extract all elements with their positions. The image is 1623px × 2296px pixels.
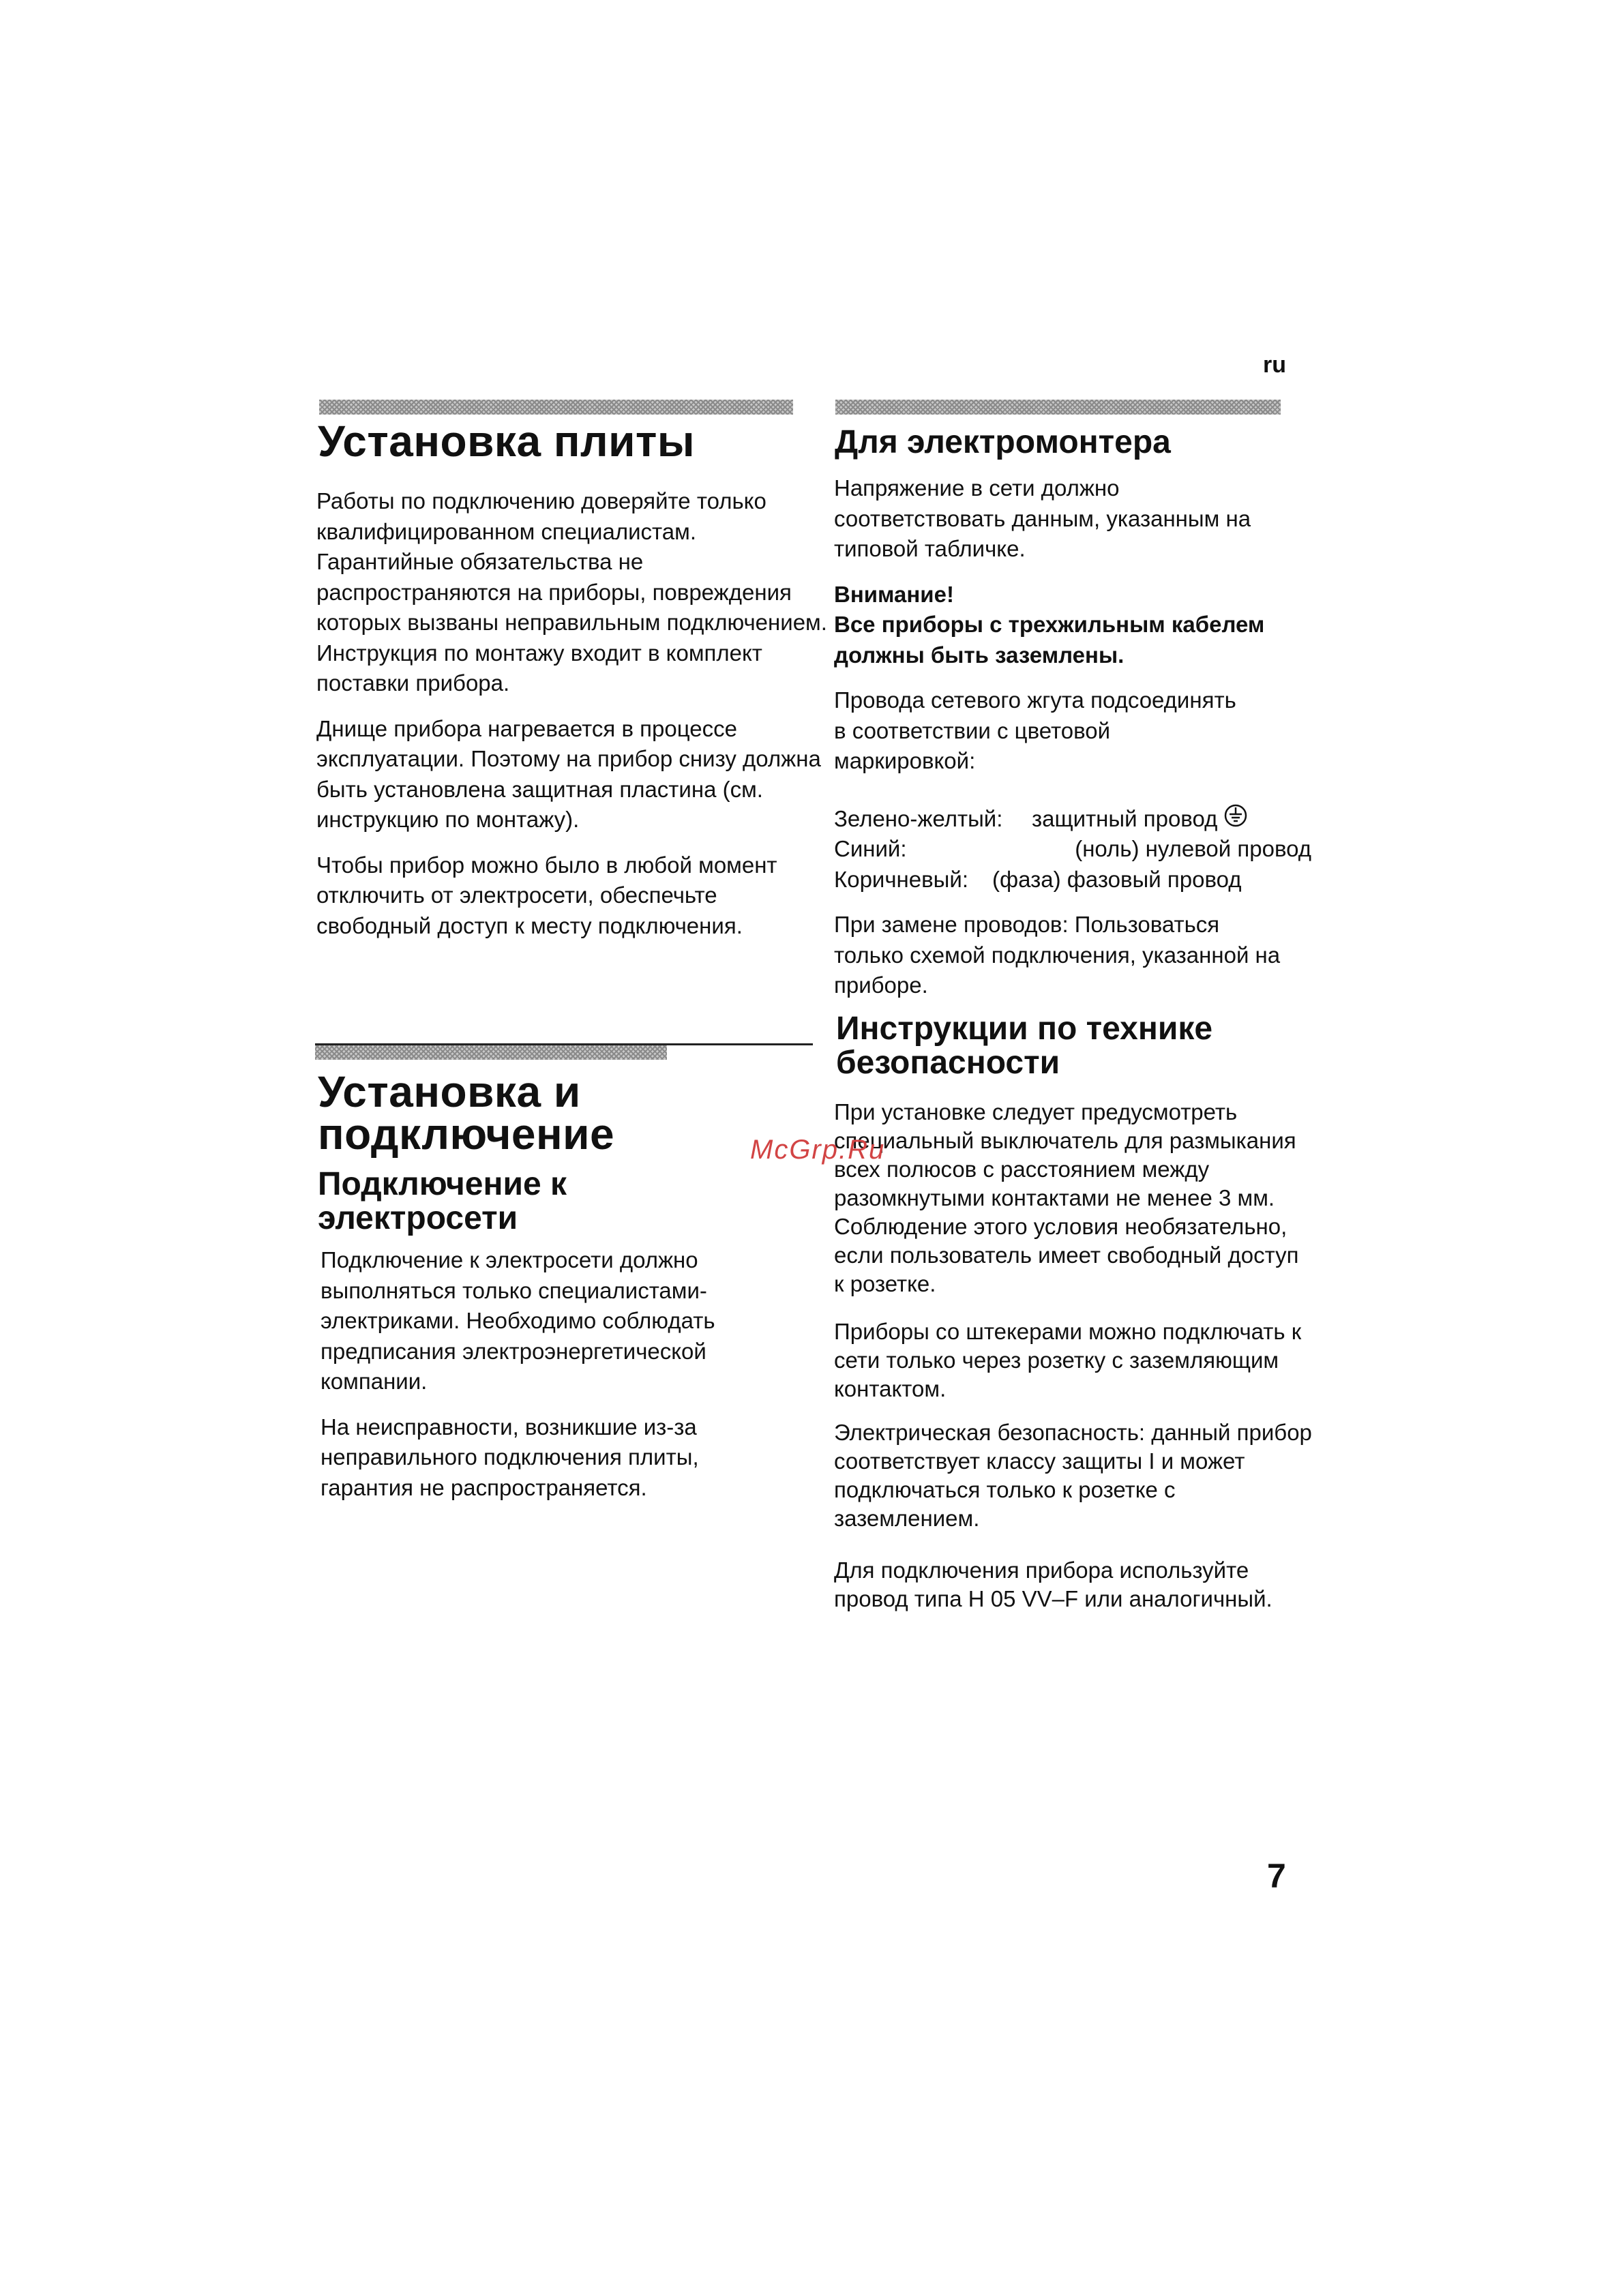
right-section1-body <box>834 473 1311 1016</box>
ground-icon <box>1224 804 1247 827</box>
wire-color-list <box>834 804 1311 895</box>
heading-line: Установка и <box>318 1067 581 1116</box>
page-number: 7 <box>1267 1857 1286 1895</box>
watermark: McGrp.Ru <box>750 1135 886 1165</box>
wire-row <box>834 834 1311 865</box>
paragraph: Напряжение в сети должно соответствовать данным, указанным на типовой табличке. <box>834 475 1251 561</box>
paragraph: Подключение к электросети должно выполняться только специалистами-электриками. Необходимо соблюдать предписания электроэнергетической компании. <box>321 1247 715 1394</box>
left-section2-body <box>321 1245 791 1518</box>
heading-safety-instructions <box>836 1012 1313 1080</box>
paragraph: Электрическая безопасность: данный прибор соответствует классу защиты I и может подключаться только к розетке с заземлением. <box>834 1420 1312 1531</box>
subheading-mains-connection <box>318 1167 822 1236</box>
paragraph: При замене проводов: Пользоваться только схемой подключения, указанной на приборе. <box>834 912 1281 998</box>
warning-text: Все приборы с трехжильным кабелем должны быть заземлены. <box>834 612 1265 668</box>
wire-description: (фаза) фазовый провод <box>992 866 1242 892</box>
wire-color: Коричневый: <box>834 866 968 892</box>
warning-label: Внимание! <box>834 581 954 607</box>
heading-for-electrician: Для электромонтера <box>835 424 1171 460</box>
section-rule <box>315 1043 813 1045</box>
paragraph: Провода сетевого жгута подсоединять в соответствии с цветовой маркировкой: <box>834 687 1236 773</box>
paragraph: На неисправности, возникшие из-за неправильного подключения плиты, гарантия не распространяется. <box>321 1414 699 1500</box>
heading-line: подключение <box>318 1109 615 1159</box>
paragraph: При установке следует предусмотреть специальный выключатель для размыкания всех полюсов с расстоянием между разомкнутыми контактами не менее 3 мм. Соблюдение этого условия необязательно, если пользователь имеет свободный доступ к розетке. <box>834 1099 1299 1296</box>
right-section2-body <box>834 1098 1315 1628</box>
left-section1-body <box>316 486 828 956</box>
paragraph: Днище прибора нагревается в процессе эксплуатации. Поэтому на прибор снизу должна быть установлена защитная пластина (см. инструкцию по монтажу). <box>316 715 821 832</box>
wire-description: защитный провод <box>1032 805 1218 831</box>
wire-row <box>834 804 1311 835</box>
section-bar-left-middle <box>315 1045 667 1060</box>
paragraph: Для подключения прибора используйте провод типа H 05 VV–F или аналогичный. <box>834 1557 1272 1611</box>
subheading-line: электросети <box>318 1200 518 1236</box>
wire-row <box>834 865 1311 895</box>
paragraph: Приборы со штекерами можно подключать к сети только через розетку с заземляющим контактом. <box>834 1319 1302 1401</box>
subheading-line: Подключение к <box>318 1166 567 1202</box>
paragraph: Чтобы прибор можно было в любой момент отключить от электросети, обеспечьте свободный доступ к месту подключения. <box>316 852 777 938</box>
language-code: ru <box>1263 352 1286 378</box>
wire-color: Синий: <box>834 836 907 861</box>
wire-description: (ноль) нулевой провод <box>1075 836 1311 861</box>
heading-installation-stove: Установка плиты <box>318 417 695 466</box>
heading-line: Инструкции по технике <box>836 1011 1213 1047</box>
heading-installation-connection <box>318 1067 822 1159</box>
wire-color: Зелено-желтый: <box>834 805 1003 831</box>
paragraph: Работы по подключению доверяйте только квалифицированном специалистам. Гарантийные обязательства не распространяются на приборы, повреждения которых вызваны неправильным подключением. Инструкция по монтажу входит в комплект поставки прибора. <box>316 488 827 696</box>
heading-line: безопасности <box>836 1045 1060 1081</box>
section-bar-right-top <box>835 400 1281 415</box>
section-bar-left-top <box>319 400 793 415</box>
